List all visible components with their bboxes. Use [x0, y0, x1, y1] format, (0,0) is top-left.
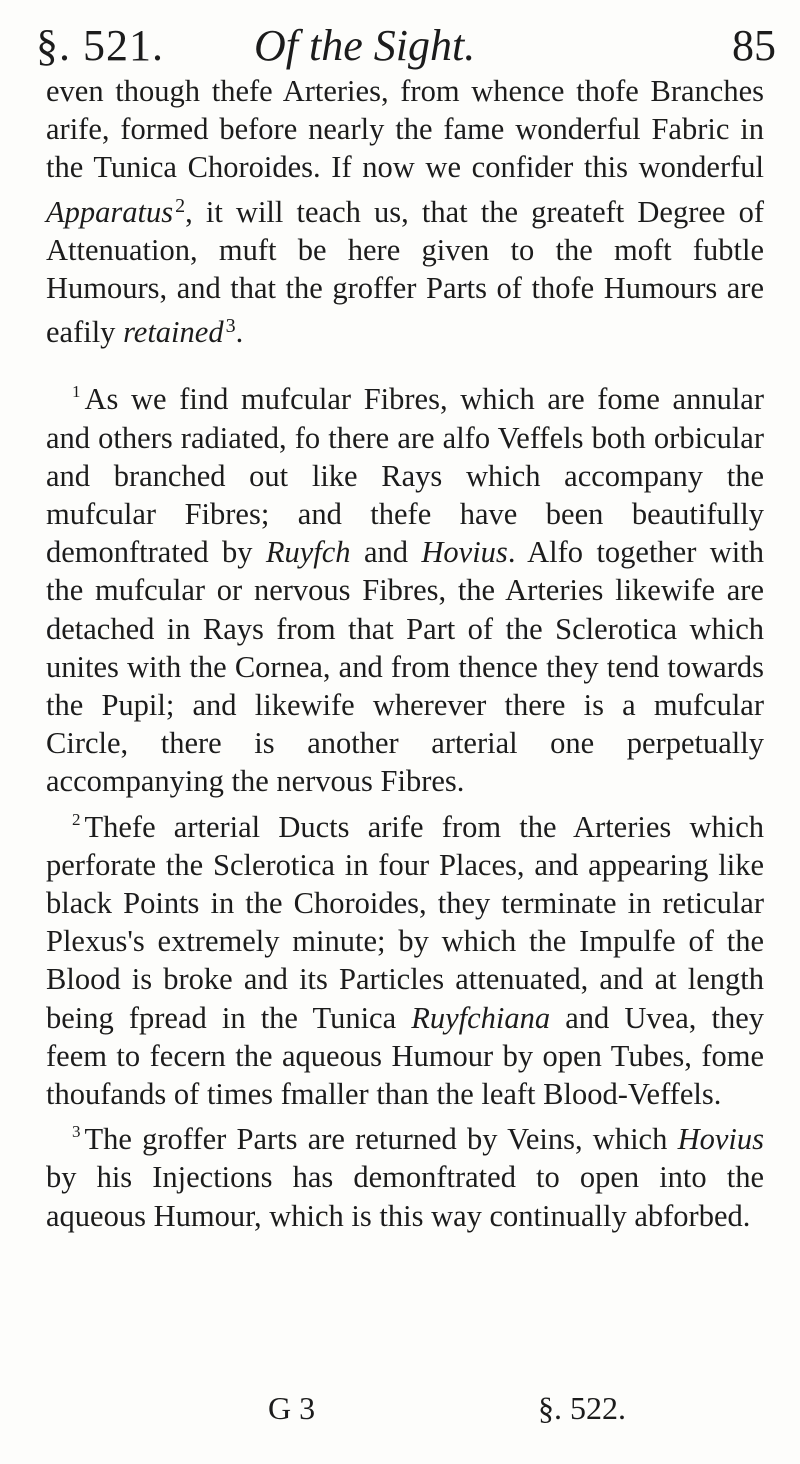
running-header — [36, 20, 776, 76]
footnote-marker: 3 — [72, 1122, 81, 1142]
footnote-2: $^2$ Thefe arterial Ducts arife from the Arteries which perforate the Sclerotica in four Places, and appearing like black Points in the Choroides, they terminate in reticular Plexus's extremely minute; by which the Impulfe of the Blood is broke and its Particles attenuated, and at length being fpread in the Tunica Ruyfchiana and Uvea, they feem to fecern the aqueous Humour by open Tubes, fome thoufands of times fmaller than the leaft Blood-Veffels. — [46, 809, 764, 1112]
footnote-marker: 2 — [72, 809, 81, 829]
section-number: §. 521. — [36, 21, 164, 70]
footnote-marker: 1 — [72, 382, 81, 402]
apparatus-term: Apparatus — [46, 194, 174, 229]
footnote-1: $^1$ As we find mufcular Fibres, which are fome annular and others radiated, fo there are alfo Veffels both orbicular and branched out like Rays which accompany the mufcular Fibres; and thefe have been beautifully demonftrated by Ruyfch and Hovius. Alfo together with the mufcular or nervous Fibres, the Arteries likewife are detached in Rays from that Part of the Sclerotica which unites with the Cornea, and from thence they tend towards the Pupil; and likewife wherever there is a mufcular Circle, there is another arterial one perpetually accompanying the nervous Fibres. — [46, 382, 764, 799]
running-title: Of the Sight. — [254, 21, 476, 70]
page-body — [46, 72, 764, 1235]
footnote-ref-3: 3 — [225, 315, 236, 338]
main-paragraph: even though thefe Arteries, from whence thofe Branches arife, formed before nearly the fame wonderful Fabric in the Tunica Choroides. If now we confider this wonderful Apparatus $^2$, it will teach us, that the greateft Degree of Attenuation, muft be here given to the moft fubtle Humours, and that the groffer Parts of thofe Humours are eafily retained $^3$. — [46, 74, 764, 350]
signature-mark: G 3 — [268, 1390, 316, 1426]
page-number: 85 — [732, 21, 776, 70]
retained-term: retained — [123, 315, 224, 350]
catchword: §. 522. — [538, 1390, 626, 1426]
footnotes — [46, 373, 764, 1234]
footnote-ref-2: 2 — [175, 194, 186, 217]
page-footer — [0, 1390, 800, 1440]
footnote-3: $^3$ The groffer Parts are returned by Veins, which Hovius by his Injections has demonftrated to open into the aqueous Humour, which is this way continually abforbed. — [46, 1122, 764, 1233]
